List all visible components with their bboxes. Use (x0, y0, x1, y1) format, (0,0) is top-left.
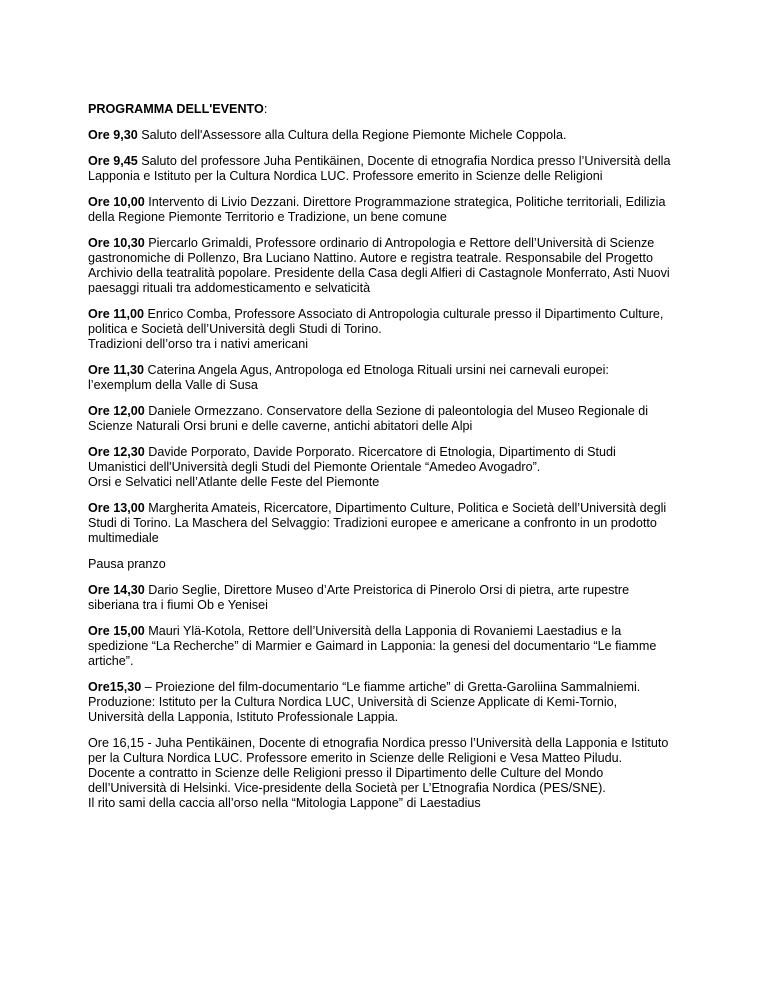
entry-line (88, 557, 688, 572)
entry-time: Ore 11,00 (88, 307, 145, 321)
entry-time: Ore15,30 (88, 680, 142, 694)
document-page (88, 102, 688, 822)
entry-time: Ore 13,00 (88, 501, 145, 515)
programme-entry (88, 404, 688, 434)
entry-line (88, 598, 688, 613)
programme-entry (88, 195, 688, 225)
entry-line (88, 307, 688, 322)
entry-line (88, 460, 688, 475)
entry-line (88, 322, 688, 337)
programme-entry (88, 128, 688, 143)
entry-line (88, 583, 688, 598)
entry-time: Ore 12,30 (88, 445, 145, 459)
entry-text: Enrico Comba, Professore Associato di Antropologia culturale presso il Dipartimento Culture, (144, 307, 664, 321)
entry-text: – Proiezione del film-documentario “Le fiamme artiche” di Gretta-Garoliina Sammalniemi. (141, 680, 641, 694)
entry-time: Ore 9,30 (88, 128, 138, 142)
entry-text: Pausa pranzo (88, 557, 166, 571)
entry-line (88, 766, 688, 781)
entry-text: Orsi e Selvatici nell’Atlante delle Feste del Piemonte (88, 475, 380, 489)
entry-line (88, 624, 688, 639)
entry-text: Piercarlo Grimaldi, Professore ordinario di Antropologia e Rettore dell’Università di Scienze (144, 236, 655, 250)
entry-text: Docente a contratto in Scienze delle Religioni presso il Dipartimento delle Culture del Mondo (88, 766, 604, 780)
entry-time: Ore 10,30 (88, 236, 145, 250)
entry-line (88, 781, 688, 796)
entry-line (88, 654, 688, 669)
programme-entry (88, 307, 688, 352)
entry-line (88, 378, 688, 393)
entry-line (88, 195, 688, 210)
entry-line (88, 281, 688, 296)
programme-entry (88, 154, 688, 184)
programme-entry (88, 736, 688, 811)
entry-line (88, 475, 688, 490)
programme-entry (88, 501, 688, 546)
entry-text: paesaggi rituali tra addomesticamento e selvaticità (88, 281, 371, 295)
entry-text: Università della Lapponia, Istituto Professionale Lappia. (88, 710, 399, 724)
entry-line (88, 236, 688, 251)
entry-time: Ore 10,00 (88, 195, 145, 209)
programme-entry (88, 445, 688, 490)
programme-entry (88, 236, 688, 296)
entry-line (88, 169, 688, 184)
entry-time: Ore 15,00 (88, 624, 145, 638)
programme-entry (88, 557, 688, 572)
entry-line (88, 710, 688, 725)
entry-text: politica e Società dell’Università degli Studi di Torino. (88, 322, 382, 336)
entry-line (88, 128, 688, 143)
entry-line (88, 736, 688, 751)
heading-title: PROGRAMMA DELL'EVENTO (88, 102, 264, 116)
entry-text: Caterina Angela Agus, Antropologa ed Etnologa Rituali ursini nei carnevali europei: (144, 363, 609, 377)
entry-text: Saluto del professore Juha Pentikäinen, Docente di etnografia Nordica presso l’Università della (137, 154, 671, 168)
entry-text: Intervento di Livio Dezzani. Direttore Programmazione strategica, Politiche territoriali, Edilizia (144, 195, 666, 209)
entry-line (88, 680, 688, 695)
entry-text: Studi di Torino. La Maschera del Selvaggio: Tradizioni europee e americane a confronto in un prodotto (88, 516, 657, 530)
entry-line (88, 531, 688, 546)
entry-text: Mauri Ylä-Kotola, Rettore dell’Università della Lapponia di Rovaniemi Laestadius e la (144, 624, 622, 638)
entry-text: Produzione: Istituto per la Cultura Nordica LUC, Università di Scienze Applicate di Kemi-Tornio, (88, 695, 618, 709)
entry-text: Ore 16,15 - Juha Pentikäinen, Docente di etnografia Nordica presso l’Università della Lapponia e Istituto (88, 736, 669, 750)
entry-text: Scienze Naturali Orsi bruni e delle caverne, antichi abitatori delle Alpi (88, 419, 473, 433)
entry-text: Umanistici dell'Università degli Studi del Piemonte Orientale “Amedeo Avogadro”. (88, 460, 541, 474)
entry-line (88, 154, 688, 169)
entry-line (88, 695, 688, 710)
entry-line (88, 251, 688, 266)
entry-line (88, 796, 688, 811)
entry-text: Tradizioni dell’orso tra i nativi americani (88, 337, 309, 351)
entry-time: Ore 11,30 (88, 363, 145, 377)
entry-text: Davide Porporato, Davide Porporato. Ricercatore di Etnologia, Dipartimento di Studi (144, 445, 616, 459)
entry-text: Margherita Amateis, Ricercatore, Dipartimento Culture, Politica e Società dell’Università degli (144, 501, 667, 515)
programme-entries (88, 128, 688, 811)
entry-text: artiche”. (88, 654, 134, 668)
entry-text: dell’Università di Helsinki. Vice-presidente della Società per L’Etnografia Nordica (PES/SNE). (88, 781, 606, 795)
entry-line (88, 363, 688, 378)
entry-time: Ore 9,45 (88, 154, 138, 168)
entry-line (88, 445, 688, 460)
programme-entry (88, 680, 688, 725)
entry-line (88, 419, 688, 434)
programme-entry (88, 363, 688, 393)
entry-text: Daniele Ormezzano. Conservatore della Sezione di paleontologia del Museo Regionale di (144, 404, 649, 418)
entry-line (88, 751, 688, 766)
entry-text: Il rito sami della caccia all’orso nella “Mitologia Lappone” di Laestadius (88, 796, 481, 810)
programme-entry (88, 624, 688, 669)
entry-line (88, 404, 688, 419)
entry-text: gastronomiche di Pollenzo, Bra Luciano Nattino. Autore e registra teatrale. Responsabile del Progetto (88, 251, 653, 265)
programme-entry (88, 583, 688, 613)
entry-time: Ore 12,00 (88, 404, 145, 418)
entry-text: spedizione “La Recherche” di Marmier e Gaimard in Lapponia: la genesi del documentario “Le fiamme (88, 639, 657, 653)
entry-line (88, 516, 688, 531)
entry-time: Ore 14,30 (88, 583, 145, 597)
entry-text: per la Cultura Nordica LUC. Professore emerito in Scienze delle Religioni e Vesa Matteo Piludu. (88, 751, 623, 765)
entry-line (88, 639, 688, 654)
entry-text: Lapponia e Istituto per la Cultura Nordica LUC. Professore emerito in Scienze delle Religioni (88, 169, 603, 183)
programme-heading (88, 102, 688, 117)
entry-text: siberiana tra i fiumi Ob e Yenisei (88, 598, 268, 612)
entry-text: Saluto dell'Assessore alla Cultura della Regione Piemonte Michele Coppola. (137, 128, 567, 142)
entry-text: Archivio della teatralità popolare. Presidente della Casa degli Alfieri di Castagnole Monferrato, Asti Nuovi (88, 266, 670, 280)
entry-text: l’exemplum della Valle di Susa (88, 378, 258, 392)
entry-line (88, 210, 688, 225)
entry-text: Dario Seglie, Direttore Museo d’Arte Preistorica di Pinerolo Orsi di pietra, arte rupestre (144, 583, 630, 597)
entry-line (88, 501, 688, 516)
entry-line (88, 337, 688, 352)
entry-line (88, 266, 688, 281)
entry-text: multimediale (88, 531, 159, 545)
entry-text: della Regione Piemonte Territorio e Tradizione, un bene comune (88, 210, 447, 224)
heading-colon: : (263, 102, 268, 116)
